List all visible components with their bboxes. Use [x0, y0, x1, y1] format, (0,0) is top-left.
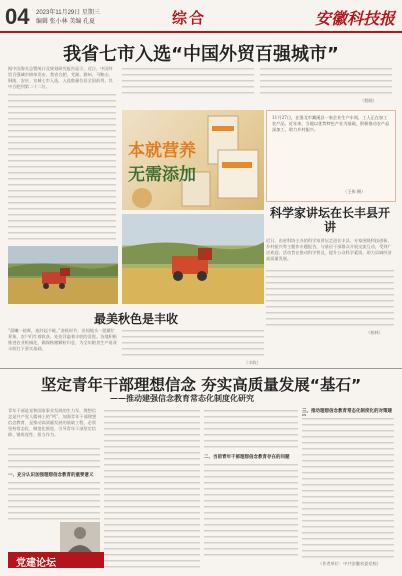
feature-text-block-3 — [104, 408, 200, 568]
harvest-headline: 最美秋色是丰收 — [93, 312, 178, 326]
side-story-body: 近日，由省科协主办的科学家讲坛走进长丰县。专家围绕科技创新、乡村振兴等主题作专题报告，与基层干部群众开展交流互动，受到广泛欢迎。活动旨在推动科学普及，提升公众科学素质，助力县域经济高质量发展。 — [266, 238, 392, 261]
feature-text-block-2 — [8, 480, 100, 520]
feature-text-block-5 — [204, 462, 298, 558]
section-title: 综合 — [172, 10, 207, 27]
feature-text-block-4 — [204, 408, 298, 452]
editor-credit: 编辑 张小林 美编 孔夏 — [36, 19, 96, 25]
feature-text-block-1 — [8, 446, 100, 470]
feature-section-2: 二、当前青年干部理想信念教育存在的问题 — [204, 455, 290, 460]
top-story-text-block-4 — [8, 134, 116, 244]
harvest-body: “晨曦一轮晖，连阡起千畦。”金秋时节，田间地头一派繁忙景象，农户们忙着收获，处处洋溢着丰收的喜悦。各地积极推进农业机械化，确保秋粮颗粒归仓，为全年粮食生产再获丰收打下坚实基础。 — [8, 328, 117, 351]
header-rule — [0, 31, 402, 33]
column-title: 党建论坛 — [16, 558, 56, 569]
top-story-text-block — [8, 92, 116, 132]
ad-slogan-1: 本就营养 — [128, 141, 196, 161]
author-photo — [60, 522, 100, 552]
page-number: 04 — [5, 4, 30, 29]
top-story-caption: （程晓） — [360, 98, 377, 103]
feature-headline: 坚定青年干部理想信念 夯实高质量发展“基石” — [40, 376, 362, 394]
issue-date: 2023年11月29日 星期三 — [36, 10, 100, 16]
column-badge — [8, 552, 104, 568]
side-story-text-block — [266, 268, 394, 330]
feature-divider — [0, 368, 402, 369]
person-icon — [60, 522, 100, 552]
ad-slogan-2: 无需添加 — [128, 165, 196, 185]
newspaper-logo: 安徽科技报 — [315, 9, 396, 28]
top-story-lead: 据中国海关总署统计及规划研究报告显示，近日，中国外贸百强城市榜单发布，我省合肥、芜湖、滁州、马鞍山、铜陵、安庆、宣城七市入选，入选数量位居全国前列。其中合肥列第二十二位。 — [8, 66, 113, 89]
harvest-field-illustration — [8, 246, 118, 304]
top-story-headline: 我省七市入选“中国外贸百强城市” — [63, 44, 339, 65]
feature-section-3: 三、推动理想信念教育常态化制度化的对策建 — [302, 409, 392, 414]
harvest-credit: （丰收） — [244, 360, 261, 365]
feature-text-block-6 — [302, 416, 394, 558]
harvest-text-block — [122, 328, 264, 360]
top-story-body — [8, 66, 116, 91]
product-photo — [122, 110, 264, 210]
side-story-credit: （柏林） — [366, 330, 383, 335]
harvest-machine-illustration — [122, 214, 264, 304]
feature-intro: 青年干部是党和国家事业发展的生力军，理想信念是共产党人精神上的“钙”。加强青年干部理想信念教育，是推动高质量发展的基础工程，必须坚持常态化、制度化推进，引导青年干部坚定信仰、锤炼党性、担当作为。 — [8, 408, 97, 437]
feature-byline: （作者单位：中共安徽省委党校） — [318, 561, 381, 566]
feature-section-1: 一、充分认识加强理想信念教育的重要意义 — [8, 473, 94, 478]
harvest-photo-main — [122, 214, 264, 304]
photo-caption-text: 11月27日，在淮北市濉溪县一家企业生产车间，工人正在加工农产品。近年来，当地以优势特色产业为基础，积极推动农产品深加工，助力乡村振兴。 — [272, 115, 390, 132]
top-story-text-block-2 — [122, 66, 254, 98]
top-story-text-block-3 — [260, 66, 392, 98]
photo-credit: （王伟 摄） — [343, 189, 366, 194]
harvest-photo — [8, 246, 118, 304]
photo-caption-box — [266, 110, 396, 202]
side-story-headline: 科学家讲坛在长丰县开讲 — [269, 206, 390, 234]
feature-subheadline: ——推动建强信念教育常态化制度化研究 — [110, 393, 254, 403]
